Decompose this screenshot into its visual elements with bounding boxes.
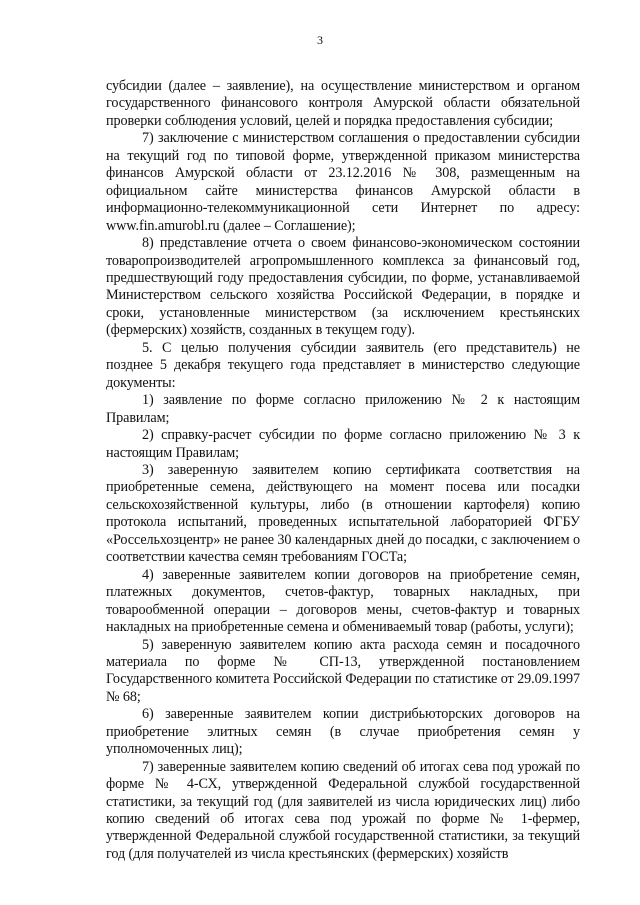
paragraph-item-7-agreement: 7) заключение с министерством соглашения о предоставлении субсидии на текущий год по типовой форме, утвержденной приказом министерства финансов Амурской области от 23.12.2016 № 308, размещенным на официальном сайте министерства финансов Амурской области в информационно-телекоммуникационной сети Интернет по адресу: www.fin.amurobl.ru (далее – Соглашение); — [106, 130, 580, 234]
paragraph-continuation: субсидии (далее – заявление), на осуществление министерством и органом государственного финансового контроля Амурской области обязательной проверки соблюдения условий, целей и порядка предоставления субсидии; — [106, 78, 580, 129]
page-number: 3 — [317, 33, 323, 47]
paragraph-item-8-report: 8) представление отчета о своем финансово-экономическом состоянии товаропроизводителей агропромышленного комплекса за финансовый год, предшествующий году предоставления субсидии, по форме, устанавливаемой Министерством сельского хозяйства Российской Федерации, в порядке и сроки, установленные министерством (за исключением крестьянских (фермерских) хозяйств, созданных в текущем году). — [106, 235, 580, 339]
paragraph-doc-4-contracts: 4) заверенные заявителем копии договоров на приобретение семян, платежных документов, счетов-фактур, товарных накладных, при товарообменной операции – договоров мены, счетов-фактур и товарных накладных на приобретенные семена и обмениваемый товар (работы, услуги); — [106, 566, 580, 636]
paragraph-doc-5-act: 5) заверенную заявителем копию акта расхода семян и посадочного материала по форме № СП-13, утвержденной постановлением Государственного комитета Российской Федерации по статистике от 29.09.1997 № 68; — [106, 636, 580, 705]
paragraph-doc-2-calculation: 2) справку-расчет субсидии по форме согласно приложению № 3 к настоящим Правилам; — [106, 427, 580, 461]
paragraph-doc-1-application: 1) заявление по форме согласно приложению № 2 к настоящим Правилам; — [106, 392, 580, 426]
paragraph-doc-3-certificate: 3) заверенную заявителем копию сертификата соответствия на приобретенные семена, действующего на момент посева или посадки сельскохозяйственной культуры, либо (в отношении картофеля) копию протокола испытаний, проведенных испытательной лабораторией ФГБУ «Россельхозцентр» не ранее 30 календарных дней до посадки, с заключением о соответствии качества семян требованиям ГОСТа; — [106, 461, 580, 566]
document-body — [106, 78, 580, 863]
paragraph-doc-7-sowing: 7) заверенные заявителем копию сведений об итогах сева под урожай по форме № 4-СХ, утвержденной Федеральной службой государственной статистики, за текущий год (для заявителей из числа юридических лиц) либо копию сведений об итогах сева под урожай по форме № 1-фермер, утвержденной Федеральной службой государственной статистики, за текущий год (для получателей из числа крестьянских (фермерских) хозяйств — [106, 758, 580, 862]
paragraph-doc-6-distributor: 6) заверенные заявителем копии дистрибьюторских договоров на приобретение элитных семян (в случае приобретения семян у уполномоченных лиц); — [106, 706, 580, 758]
paragraph-section-5: 5. С целью получения субсидии заявитель (его представитель) не позднее 5 декабря текущего года представляет в министерство следующие документы: — [106, 339, 580, 391]
